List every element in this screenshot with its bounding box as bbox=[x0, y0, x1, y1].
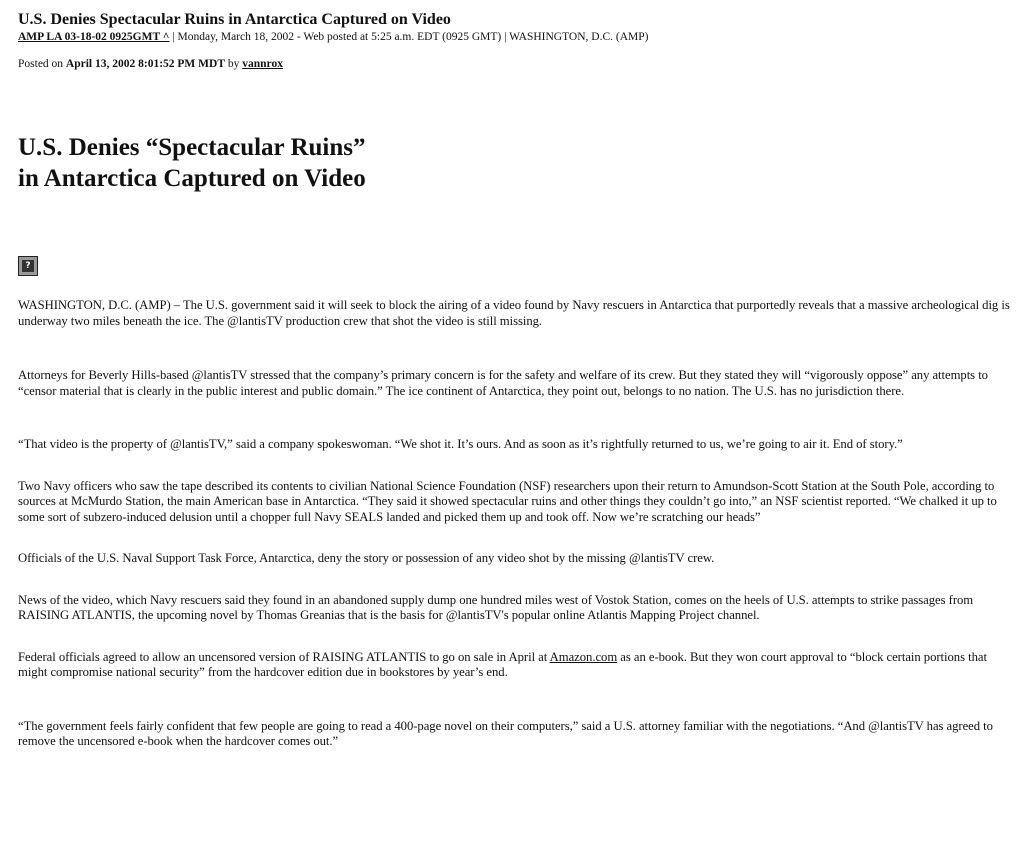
posted-line bbox=[18, 57, 1018, 71]
document-page bbox=[18, 10, 1018, 750]
paragraph-7-before: Federal officials agreed to allow an uncensored version of RAISING ATLANTIS to go on sale in April at bbox=[18, 649, 550, 664]
article-title bbox=[18, 132, 1018, 194]
header-title: U.S. Denies Spectacular Ruins in Antarctica Captured on Video bbox=[18, 11, 451, 28]
posted-user-link[interactable]: vannrox bbox=[242, 58, 283, 70]
image-glyph: ? bbox=[22, 260, 34, 272]
article-title-line-1: U.S. Denies “Spectacular Ruins” bbox=[18, 134, 366, 161]
posted-by: by bbox=[225, 58, 243, 70]
paragraph-3: “That video is the property of @lantisTV,” said a company spokeswoman. “We shot it. It’s ours. And as soon as it’s rightfully returned to us, we’re going to air it. End of story.” bbox=[18, 437, 903, 451]
header-meta bbox=[18, 30, 1018, 44]
paragraph-2: Attorneys for Beverly Hills-based @lantisTV stressed that the company’s primary concern is for the safety and welfare of its crew. But they stated they will “vigorously oppose” any attempts to “censor material that is clearly in the public interest and public domain.” The ice continent of Antarctica, they point out, belongs to no nation. The U.S. has no jurisdiction there. bbox=[18, 368, 988, 398]
amazon-link[interactable]: Amazon.com bbox=[549, 649, 618, 664]
posted-date: April 13, 2002 8:01:52 PM MDT bbox=[65, 58, 225, 70]
paragraph-7-after: as an e-book. But they won court approval to “block certain portions that might compromise national security” from the hardcover edition due in bookstores by year’s end. bbox=[18, 649, 987, 679]
paragraph-1: WASHINGTON, D.C. (AMP) – The U.S. government said it will seek to block the airing of a video found by Navy rescuers in Antarctica that purportedly reveals that a massive archeological dig is underway two miles beneath the ice. The @lantisTV production crew that shot the video is still missing. bbox=[18, 298, 1010, 328]
paragraph-6: News of the video, which Navy rescuers said they found in an abandoned supply dump one hundred miles west of Vostok Station, comes on the heels of U.S. attempts to strike passages from RAISING ATLANTIS, the upcoming novel by Thomas Greanias that is the basis for @lantisTV's popular online Atlantis Mapping Project channel. bbox=[18, 592, 974, 622]
source-link[interactable]: AMP LA 03-18-02 0925GMT ^ bbox=[18, 31, 170, 43]
paragraph-8: “The government feels fairly confident that few people are going to read a 400-page novel on their computers,” said a U.S. attorney familiar with the negotiations. “And @lantisTV has agreed to remove the uncensored e-book when the hardcover comes out.” bbox=[18, 718, 993, 748]
broken-image-icon bbox=[18, 256, 38, 276]
article-title-line-2: in Antarctica Captured on Video bbox=[18, 165, 366, 192]
header-meta-text: | Monday, March 18, 2002 - Web posted at 5:25 a.m. EDT (0925 GMT) | WASHINGTON, D.C. (AMP) bbox=[169, 31, 649, 43]
paragraph-4: Two Navy officers who saw the tape described its contents to civilian National Science Foundation (NSF) researchers upon their return to Amundson-Scott Station at the South Pole, according to sources at McMurdo Station, the main American base in Antarctica. “They said it showed spectacular ruins and other things they couldn’t go into,” an NSF scientist reported. “We chalked it up to some sort of subzero-induced delusion until a chopper full Navy SEALS landed and picked them up and took off. Now we’re scratching our heads” bbox=[18, 478, 997, 524]
paragraph-7 bbox=[18, 650, 1018, 681]
paragraph-5: Officials of the U.S. Naval Support Task Force, Antarctica, deny the story or possession of any video shot by the missing @lantisTV crew. bbox=[18, 551, 715, 565]
posted-prefix: Posted on bbox=[18, 58, 66, 70]
